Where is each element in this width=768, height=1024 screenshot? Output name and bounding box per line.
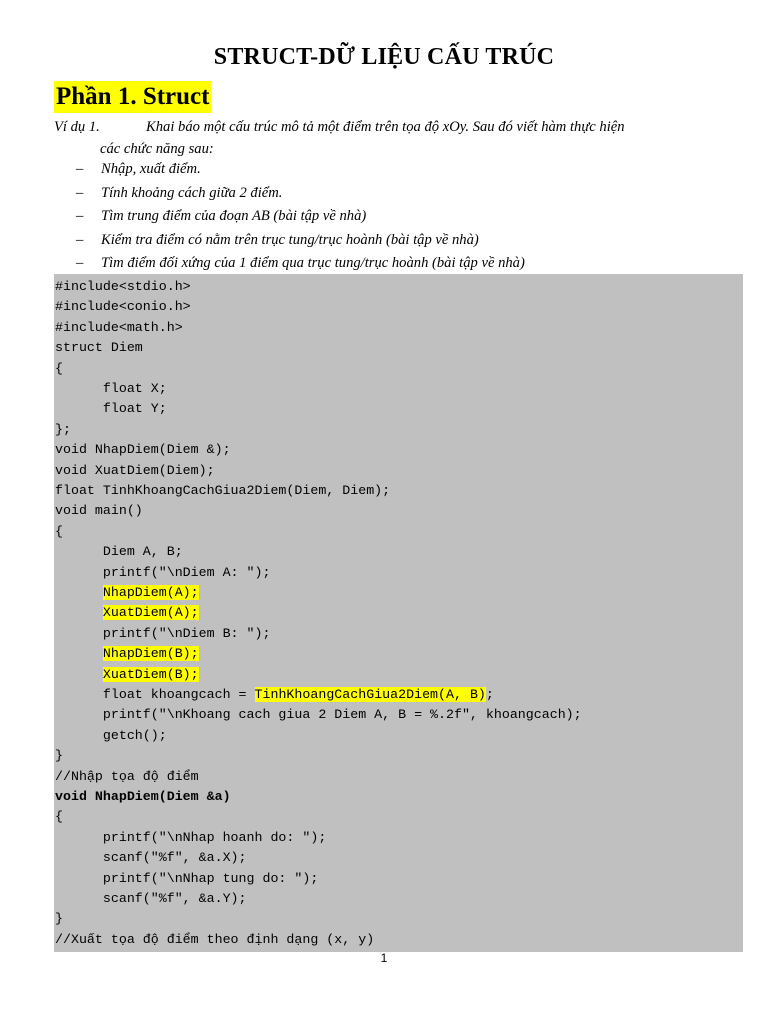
code-text: }; <box>55 421 71 437</box>
example-text: Khai báo một cấu trúc mô tả một điểm trên tọa độ xOy. Sau đó viết hàm thực hiện <box>146 119 625 135</box>
list-item-text: Tính khoảng cách giữa 2 điểm. <box>101 184 283 201</box>
code-text: #include<conio.h> <box>55 299 191 315</box>
code-line <box>55 461 215 481</box>
code-text: scanf("%f", &a.Y); <box>55 891 247 906</box>
code-text <box>55 605 103 620</box>
highlighted-code: NhapDiem(A); <box>102 585 199 600</box>
highlighted-code: XuatDiem(B); <box>102 666 199 682</box>
code-line <box>55 665 199 685</box>
bullet-dash: – <box>76 184 84 201</box>
code-text: printf("\nDiem B: "); <box>55 625 271 641</box>
code-line <box>55 828 326 848</box>
code-text <box>55 667 103 682</box>
code-line <box>55 705 582 725</box>
code-text: float khoangcach = <box>55 687 255 702</box>
code-line <box>55 909 63 929</box>
list-item <box>54 252 525 276</box>
code-line <box>55 318 183 338</box>
code-text: } <box>55 748 63 764</box>
list-item <box>54 158 525 182</box>
code-line <box>55 807 63 827</box>
list-item-text: Tìm trung điểm của đoạn AB (bài tập về nhà) <box>101 208 367 225</box>
page-number: 1 <box>380 951 388 965</box>
example-label: Ví dụ 1. <box>54 119 100 135</box>
highlighted-code: NhapDiem(B); <box>102 646 199 662</box>
code-text: void NhapDiem(Diem &); <box>55 442 231 458</box>
code-line <box>55 501 143 521</box>
code-line <box>55 930 374 950</box>
code-line <box>55 399 167 419</box>
task-list <box>54 158 525 276</box>
highlighted-code: XuatDiem(A); <box>102 605 199 621</box>
code-text: struct Diem <box>55 340 143 356</box>
code-text: float X; <box>55 381 167 396</box>
code-line <box>55 726 167 746</box>
code-line <box>55 685 494 705</box>
code-text: printf("\nDiem A: "); <box>55 564 271 580</box>
example-text-continued: các chức năng sau: <box>100 141 214 157</box>
code-line <box>55 440 231 460</box>
list-item-text: Tìm điểm đối xứng của 1 điểm qua trục tung/trục hoành (bài tập về nhà) <box>101 255 525 272</box>
list-item <box>54 229 525 253</box>
code-line <box>55 603 199 623</box>
list-item-text: Nhập, xuất điểm. <box>101 161 201 177</box>
section-heading: Phần 1. Struct <box>54 81 211 113</box>
code-text: getch(); <box>55 727 167 743</box>
code-text: printf("\nKhoang cach giua 2 Diem A, B = %.2f", khoangcach); <box>55 707 582 723</box>
code-line <box>55 542 183 562</box>
code-line <box>55 787 231 807</box>
code-line <box>55 869 318 889</box>
bullet-dash: – <box>76 255 84 272</box>
code-block <box>54 274 743 952</box>
code-line <box>55 379 167 399</box>
code-text: void XuatDiem(Diem); <box>55 462 215 478</box>
code-text: //Nhập tọa độ điểm <box>55 768 199 784</box>
code-text <box>55 646 103 661</box>
list-item <box>54 205 525 229</box>
code-line <box>55 644 199 664</box>
code-line <box>55 624 270 644</box>
code-text: { <box>55 809 63 825</box>
code-text: void main() <box>55 503 143 519</box>
bullet-dash: – <box>76 208 84 225</box>
code-line <box>55 563 270 583</box>
code-text: } <box>55 911 63 927</box>
code-text <box>55 585 103 600</box>
code-text: { <box>55 360 63 376</box>
list-item-text: Kiểm tra điểm có nằm trên trục tung/trục hoành (bài tập về nhà) <box>101 231 479 248</box>
code-line <box>55 338 143 358</box>
bullet-dash: – <box>76 161 84 177</box>
code-line <box>55 359 63 379</box>
code-text: printf("\nNhap hoanh do: "); <box>55 829 327 845</box>
code-text: Diem A, B; <box>55 544 183 560</box>
code-line <box>55 297 191 317</box>
code-text: float Y; <box>55 401 167 417</box>
list-item <box>54 182 525 206</box>
code-text: #include<stdio.h> <box>55 279 191 294</box>
bullet-dash: – <box>76 231 84 248</box>
code-line <box>55 522 63 542</box>
code-line <box>55 583 199 603</box>
code-line <box>55 277 191 297</box>
code-line <box>55 848 247 868</box>
code-text: scanf("%f", &a.X); <box>55 850 247 866</box>
code-line <box>55 767 199 787</box>
code-line <box>55 420 71 440</box>
highlighted-code: TinhKhoangCachGiua2Diem(A, B) <box>254 687 486 702</box>
code-line <box>55 746 63 766</box>
code-text: void NhapDiem(Diem &a) <box>55 789 231 804</box>
document-title: STRUCT-DỮ LIỆU CẤU TRÚC <box>213 44 555 70</box>
code-text: { <box>55 523 63 539</box>
code-text: ; <box>485 687 494 702</box>
code-text: float TinhKhoangCachGiua2Diem(Diem, Diem); <box>55 483 391 498</box>
code-line <box>55 889 247 909</box>
code-line <box>55 481 390 501</box>
code-text: //Xuất tọa độ điểm theo định dạng (x, y) <box>55 931 375 947</box>
code-text: printf("\nNhap tung do: "); <box>55 870 319 886</box>
code-text: #include<math.h> <box>55 319 183 335</box>
